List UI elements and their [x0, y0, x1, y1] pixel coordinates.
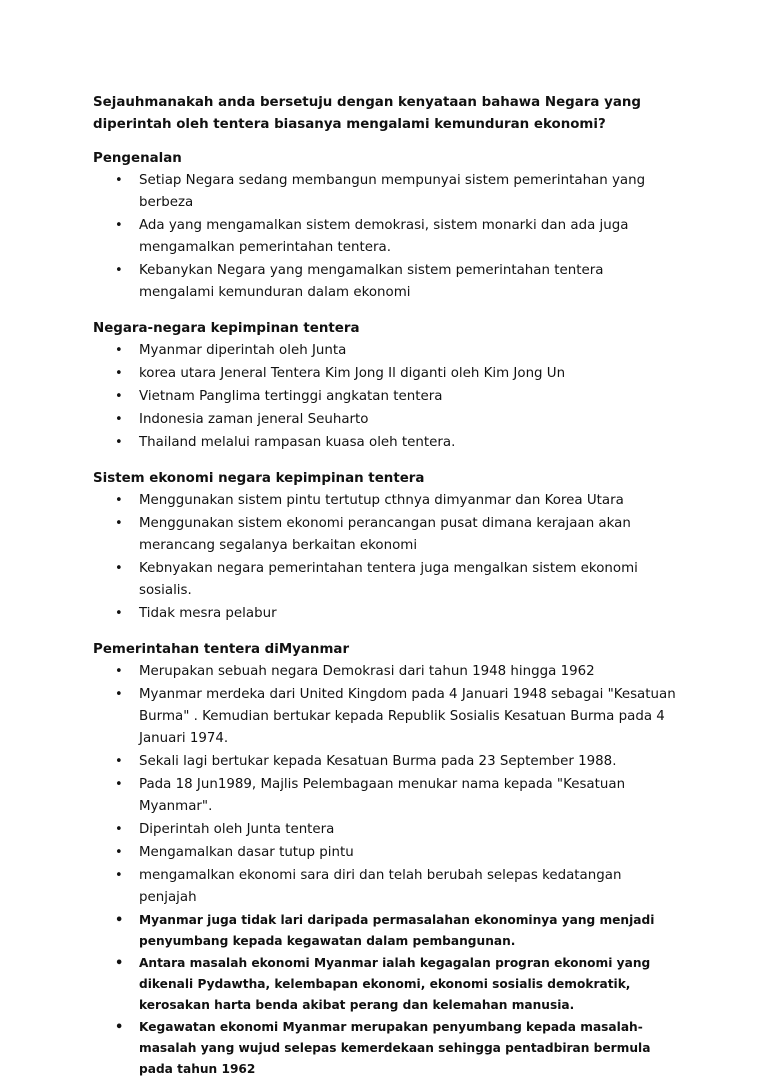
- bullet-icon: •: [115, 1020, 124, 1035]
- list-item: [93, 774, 679, 818]
- list-item-text: Myanmar merdeka dari United Kingdom pada 4 Januari 1948 sebagai "Kesatuan Burma" . Kemudian bertukar kepada Republik Sosialis Kesatuan Burma pada 4 Januari 1974.: [139, 687, 676, 746]
- list-item-text: Kegawatan ekonomi Myanmar merupakan penyumbang kepada masalah-masalah yang wujud selepas kemerdekaan sehingga pentadbiran bermula pada tahun 1962: [139, 1020, 651, 1076]
- bullet-icon: •: [115, 913, 124, 928]
- list-item-text: Mengamalkan dasar tutup pintu: [139, 845, 354, 860]
- list-item: [93, 432, 679, 454]
- list-item-text: Ada yang mengamalkan sistem demokrasi, sistem monarki dan ada juga mengamalkan pemerintahan tentera.: [139, 218, 629, 255]
- list-item-text: Tidak mesra pelabur: [139, 606, 277, 621]
- list-item: [93, 409, 679, 431]
- bullet-icon: •: [115, 664, 123, 679]
- list-item-text: Menggunakan sistem pintu tertutup cthnya dimyanmar dan Korea Utara: [139, 493, 624, 508]
- list-item: [93, 819, 679, 841]
- list-item-text: Vietnam Panglima tertinggi angkatan tentera: [139, 389, 443, 404]
- bullet-icon: •: [115, 777, 123, 792]
- document-body: [93, 92, 693, 1081]
- list-item: [93, 910, 659, 952]
- bullet-icon: •: [115, 754, 123, 769]
- list-item: [93, 490, 679, 512]
- section-heading: Pengenalan: [93, 151, 182, 166]
- section-heading: Pemerintahan tentera diMyanmar: [93, 642, 350, 657]
- list-item: [93, 386, 679, 408]
- list-item-text: Diperintah oleh Junta tentera: [139, 822, 335, 837]
- list-item-text: Thailand melalui rampasan kuasa oleh tentera.: [139, 435, 456, 450]
- list-item: [93, 558, 679, 602]
- list-item-text: Indonesia zaman jeneral Seuharto: [139, 412, 369, 427]
- list-item-text: Merupakan sebuah negara Demokrasi dari tahun 1948 hingga 1962: [139, 664, 595, 679]
- bullet-icon: •: [115, 822, 123, 837]
- list-item-text: Myanmar juga tidak lari daripada permasalahan ekonominya yang menjadi penyumbang kepada kegawatan dalam pembangunan.: [139, 913, 655, 948]
- bullet-list: [93, 170, 693, 304]
- bullet-icon: •: [115, 845, 123, 860]
- bullet-icon: •: [115, 218, 123, 233]
- section-pemerintahan-myanmar: [93, 639, 693, 1080]
- bullet-icon: •: [115, 435, 123, 450]
- list-item: [93, 751, 679, 773]
- section-pengenalan: [93, 148, 693, 304]
- list-item-text: Antara masalah ekonomi Myanmar ialah kegagalan progran ekonomi yang dikenali Pydawtha, kelembapan ekonomi, ekonomi sosialis demokratik, kerosakan harta benda akibat perang dan kelemahan manusia.: [139, 956, 651, 1012]
- list-item: [93, 842, 679, 864]
- bullet-icon: •: [115, 173, 123, 188]
- section-heading: Sistem ekonomi negara kepimpinan tentera: [93, 471, 425, 486]
- bullet-list: [93, 340, 693, 454]
- list-item: [93, 340, 679, 362]
- list-item: [93, 865, 679, 909]
- list-item: [93, 215, 679, 259]
- bullet-icon: •: [115, 516, 123, 531]
- list-item: [93, 661, 679, 683]
- bullet-icon: •: [115, 412, 123, 427]
- list-item-text: Setiap Negara sedang membangun mempunyai sistem pemerintahan yang berbeza: [139, 173, 646, 210]
- bullet-icon: •: [115, 263, 123, 278]
- list-item-text: mengamalkan ekonomi sara diri dan telah berubah selepas kedatangan penjajah: [139, 868, 622, 905]
- section-negara-kepimpinan-tentera: [93, 318, 693, 454]
- bullet-icon: •: [115, 956, 124, 971]
- list-item: [93, 1017, 659, 1080]
- bullet-icon: •: [115, 606, 123, 621]
- list-item-text: korea utara Jeneral Tentera Kim Jong Il diganti oleh Kim Jong Un: [139, 366, 566, 381]
- bullet-icon: •: [115, 389, 123, 404]
- bullet-icon: •: [115, 343, 123, 358]
- list-item: [93, 260, 679, 304]
- list-item: [93, 170, 679, 214]
- list-item-text: Kebanykan Negara yang mengamalkan sistem pemerintahan tentera mengalami kemunduran dalam ekonomi: [139, 263, 604, 300]
- list-item: [93, 953, 659, 1016]
- section-heading: Negara-negara kepimpinan tentera: [93, 321, 360, 336]
- list-item-text: Sekali lagi bertukar kepada Kesatuan Burma pada 23 September 1988.: [139, 754, 617, 769]
- list-item: [93, 363, 679, 385]
- bullet-icon: •: [115, 561, 123, 576]
- list-item-text: Myanmar diperintah oleh Junta: [139, 343, 347, 358]
- essay-question: Sejauhmanakah anda bersetuju dengan kenyataan bahawa Negara yang diperintah oleh tentera biasanya mengalami kemunduran ekonomi?: [93, 95, 641, 132]
- bullet-list: [93, 490, 693, 625]
- bullet-icon: •: [115, 366, 123, 381]
- section-sistem-ekonomi: [93, 468, 693, 625]
- list-item-text: Menggunakan sistem ekonomi perancangan pusat dimana kerajaan akan merancang segalanya berkaitan ekonomi: [139, 516, 631, 553]
- bullet-icon: •: [115, 687, 123, 702]
- bullet-icon: •: [115, 868, 123, 883]
- list-item: [93, 603, 679, 625]
- bullet-icon: •: [115, 493, 123, 508]
- bullet-list: [93, 661, 693, 1080]
- list-item: [93, 684, 679, 750]
- list-item: [93, 513, 679, 557]
- list-item-text: Kebnyakan negara pemerintahan tentera juga mengalkan sistem ekonomi sosialis.: [139, 561, 638, 598]
- list-item-text: Pada 18 Jun1989, Majlis Pelembagaan menukar nama kepada "Kesatuan Myanmar".: [139, 777, 626, 814]
